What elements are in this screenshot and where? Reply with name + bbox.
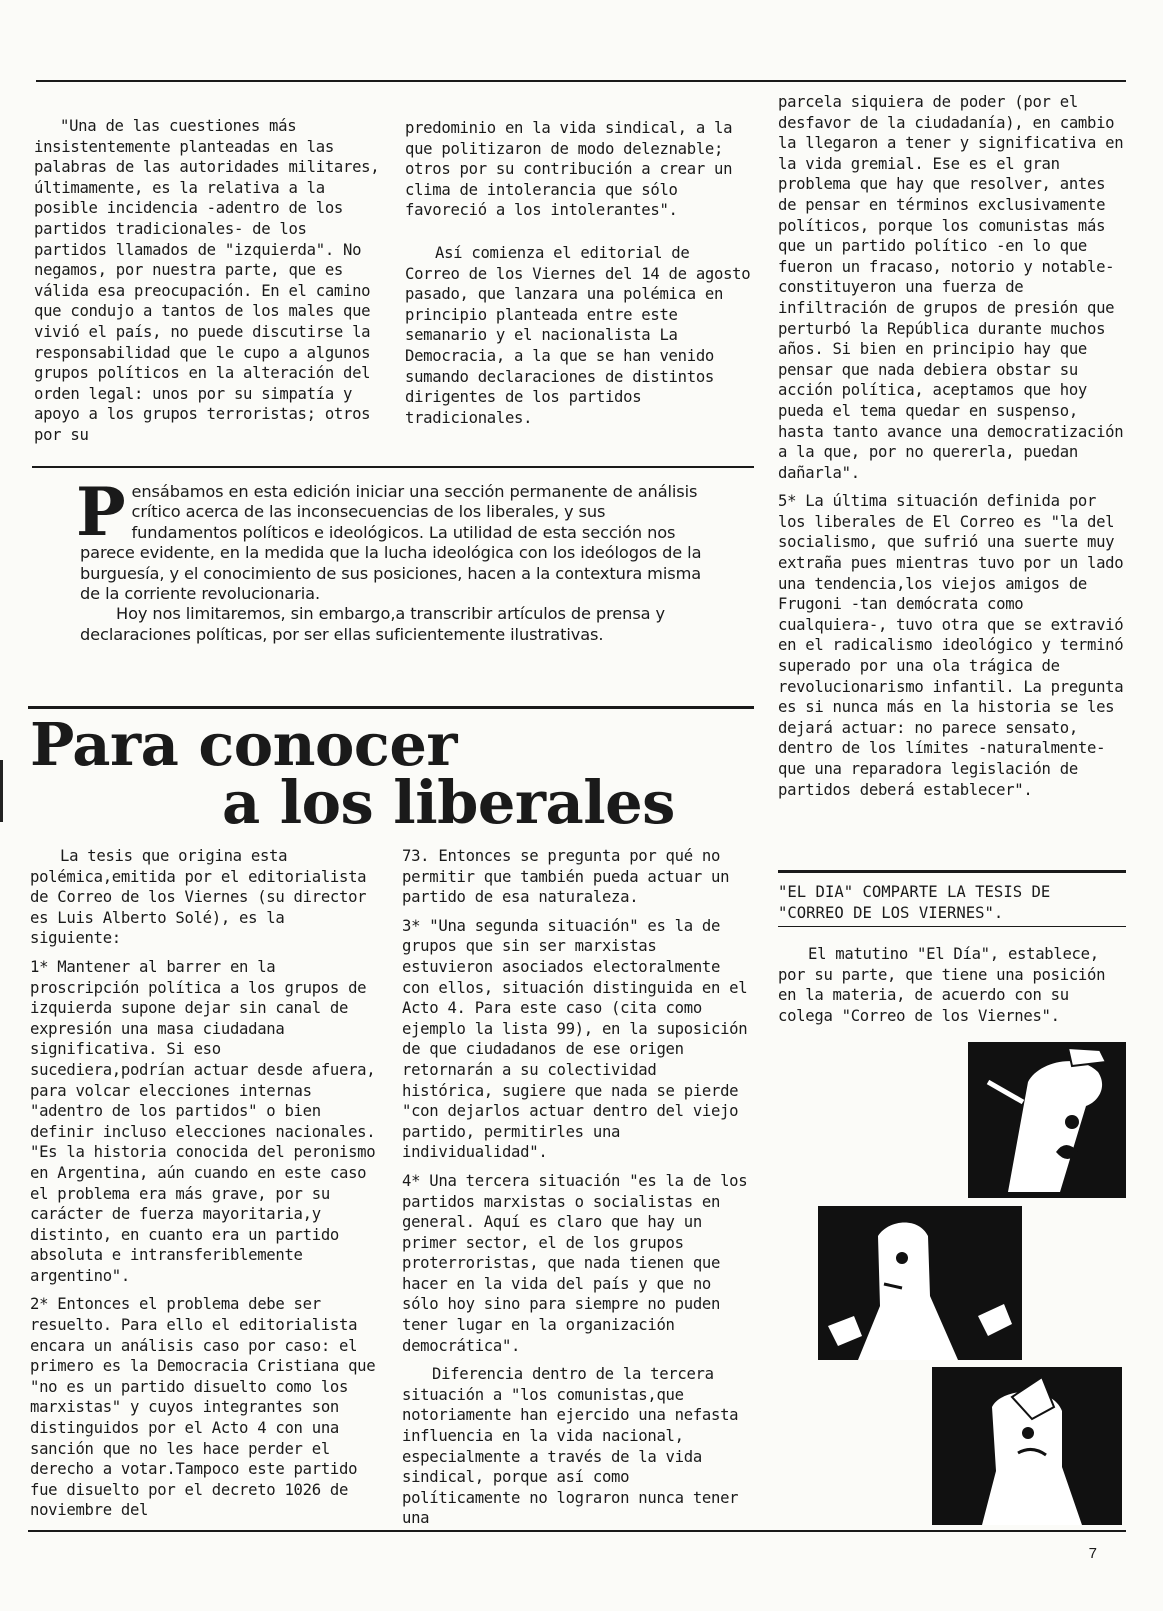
cartoon-panel-3 (932, 1367, 1122, 1525)
intro-bottom-rule (28, 706, 754, 709)
cartoon-face-1-icon (968, 1042, 1126, 1198)
right-paragraph-1: parcela siquiera de poder (por el desfavor de la ciudadanía), en cambio la llegaron a tener y significativa en la vida gremial. Ese es el gran problema que hay que resolver, antes de pensar en términos exclusivamente políticos, porque los comunistas más que un partido político -en lo que fueron un fracaso, notorio y notable- constituyeron una fuerza de infiltración de grupos de presión que perturbó la República durante muchos años. Si bien en principio hay que pensar que nada debiera obstar su acción política, aceptamos que hoy pueda el tema quedar en suspenso, hasta tanto avance una democratización a la que, por no quererla, puedan dañarla". (778, 93, 1124, 482)
bottom-middle-paragraph-3: 4* Una tercera situación "es la de los partidos marxistas o socialistas en general. Aquí es claro que hay un primer sector, el de los grupos proterroristas, que nada tienen que hacer en la vida del país y que no sólo hoy sino para siempre no puden tener lugar en la organización democrática". (402, 1171, 748, 1355)
bottom-left-column (30, 846, 380, 1529)
cartoon-face-2-icon (818, 1206, 1022, 1360)
headline-line-2: a los liberales (222, 768, 675, 837)
headline (30, 710, 760, 837)
bottom-left-paragraph-3: 2* Entonces el problema debe ser resuelto. Para ello el editorialista encara un análisis caso por caso: el primero es la Democracia Cristiana que "no es un partido disuelto como los marxistas" y cuyos integrantes son distinguidos por el Acto 4 con una sanción que no les hace perder el derecho a votar.Tampoco este partido fue disuelto por el decreto 1026 de noviembre del (30, 1295, 376, 1520)
bottom-left-paragraph-1: La tesis que origina esta polémica,emitida por el editorialista de Correo de los Viernes (su director es Luis Alberto Solé), es la siguiente: (30, 847, 367, 948)
intro-paragraph-1: ensábamos en esta edición iniciar una sección permanente de análisis crítico acerca de las inconsecuencias de los liberales, y sus fundamentos políticos e ideológicos. La utilidad de esta sección nos parece evidente, en la medida que la lucha ideológica con los ideólogos de la burguesía, y el conocimiento de sus posiciones, hacen a la contextura misma de la corriente revolucionaria. (80, 482, 702, 604)
page-number: 7 (1088, 1545, 1097, 1562)
bottom-middle-paragraph-2: 3* "Una segunda situación" es la de grupos que sin ser marxistas estuvieron asociados electoralmente con ellos, situación distinguida en el Acto 4. Para este caso (cita como ejemplo la lista 99), en la suposición de que ciudadanos de ese origen retornarán a su colectividad histórica, sugiere que nada se pierde "con dejarlos actuar dentro del viejo partido, permitirles una individualidad". (402, 916, 748, 1162)
cartoon-panel-1 (968, 1042, 1126, 1198)
box-body (778, 944, 1128, 1034)
cartoon-panel-2 (818, 1206, 1022, 1360)
bottom-middle-paragraph-1: 73. Entonces se pregunta por qué no permitir que también pueda actuar un partido de esa naturaleza. (402, 847, 730, 907)
bottom-left-paragraph-2: 1* Mantener al barrer en la proscripción política a los grupos de izquierda supone dejar sin canal de expresión una masa ciudadana significativa. Si eso sucediera,podrían actuar desde afuera, para volcar elecciones internas "adentro de los partidos" o bien definir incluso elecciones nacionales. "Es la historia conocida del peronismo en Argentina, aún cuando en este caso el problema era más grave, por su carácter de fuerza mayoritaria,y distinto, en cuanto era un partido absoluta e intransferiblemente argentino". (30, 957, 376, 1285)
scan-margin-mark (0, 760, 3, 822)
bottom-middle-paragraph-4: Diferencia dentro de la tercera situación a "los comunistas,que notoriamente han ejercido una nefasta influencia en la vida nacional, especialmente a través de la vida sindical, porque así como políticamente no lograron nunca tener una (402, 1365, 739, 1528)
top-middle-column (405, 118, 753, 436)
top-left-paragraph: "Una de las cuestiones más insistentemente planteadas en las palabras de las autoridades militares, últimamente, es la relativa a la posible incidencia -adentro de los partidos tradicionales- de los partidos llamados de "izquierda". No negamos, por nuestra parte, que es válida esa preocupación. En el camino que condujo a tantos de los males que vivió el país, no puede discutirse la responsabilidad que le cupo a algunos grupos políticos en la alteración del orden legal: unos por su simpatía y apoyo a los grupos terroristas; otros por su (34, 117, 380, 444)
box-body-paragraph: El matutino "El Día", establece, por su parte, que tiene una posición en la materia, de acuerdo con su colega "Correo de los Viernes". (778, 945, 1106, 1025)
box-heading-rule (778, 926, 1126, 927)
drop-cap: P (76, 473, 126, 551)
intro-section (76, 473, 702, 645)
top-left-column (34, 116, 384, 454)
intro-paragraph-2: Hoy nos limitaremos, sin embargo,a transcribir artículos de prensa y declaraciones políticas, por ser ellas suficientemente ilustrativas. (80, 604, 665, 644)
top-middle-paragraph-2: Así comienza el editorial de Correo de los Viernes del 14 de agosto pasado, que lanzara una polémica en principio planteada entre este semanario y el nacionalista La Democracia, a la que se han venido sumando declaraciones de distintos dirigentes de los partidos tradicionales. (405, 243, 751, 427)
right-column (778, 92, 1128, 808)
box-top-rule (778, 870, 1126, 873)
headline-line-1: Para conocer (30, 710, 457, 779)
bottom-middle-column (402, 846, 754, 1537)
intro-top-rule (32, 466, 754, 468)
box-heading: "EL DIA" COMPARTE LA TESIS DE "CORREO DE LOS VIERNES". (778, 883, 1051, 922)
top-middle-paragraph-1: predominio en la vida sindical, a la que politizaron de modo deleznable; otros por su contribución a crear un clima de intolerancia que sólo favoreció a los intolerantes". (405, 119, 733, 220)
right-paragraph-2: 5* La última situación definida por los liberales de El Correo es "la del socialismo, que sufrió una suerte muy extraña pues mientras tuvo por un lado una tendencia,los viejos amigos de Frugoni -tan demócrata como cualquiera-, tuvo otra que se extravió en el radicalismo ideológico y terminó superado por una ola trágica de revolucionarismo infantil. La pregunta es si nunca más en la historia se les dejará actuar: no parece sensato, dentro de los límites -naturalmente- que una reparadora legislación de partidos deberá establecer". (778, 492, 1124, 799)
top-rule (36, 80, 1126, 82)
cartoon-face-3-icon (932, 1367, 1122, 1525)
